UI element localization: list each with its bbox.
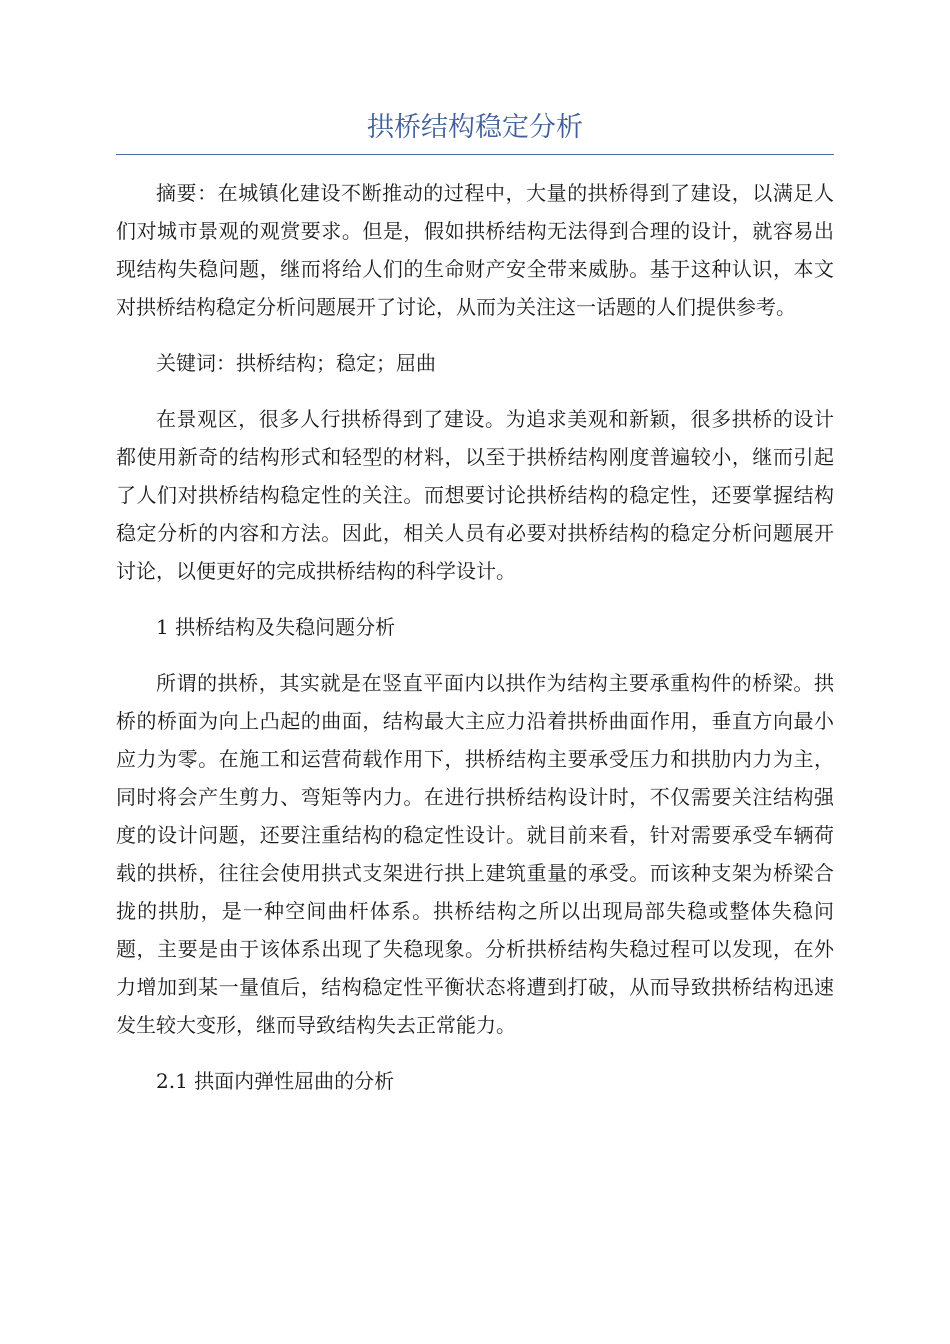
intro-paragraph: 在景观区，很多人行拱桥得到了建设。为追求美观和新颖，很多拱桥的设计都使用新奇的结构形式和轻型的材料，以至于拱桥结构刚度普遍较小，继而引起了人们对拱桥结构稳定性的关注。而想要讨论拱桥结构的稳定性，还要掌握结构稳定分析的内容和方法。因此，相关人员有必要对拱桥结构的稳定分析问题展开讨论，以便更好的完成拱桥结构的科学设计。 xyxy=(116,407,834,583)
keywords-paragraph: 关键词：拱桥结构；稳定；屈曲 xyxy=(156,351,436,375)
section-heading-1: 1 拱桥结构及失稳问题分析 xyxy=(156,615,396,639)
document-body xyxy=(116,174,834,1118)
abstract-paragraph: 摘要：在城镇化建设不断推动的过程中，大量的拱桥得到了建设，以满足人们对城市景观的观赏要求。但是，假如拱桥结构无法得到合理的设计，就容易出现结构失稳问题，继而将给人们的生命财产安全带来威胁。基于这种认识，本文对拱桥结构稳定分析问题展开了讨论，从而为关注这一话题的人们提供参考。 xyxy=(116,181,834,319)
section-1-paragraph: 所谓的拱桥，其实就是在竖直平面内以拱作为结构主要承重构件的桥梁。拱桥的桥面为向上凸起的曲面，结构最大主应力沿着拱桥曲面作用，垂直方向最小应力为零。在施工和运营荷载作用下，拱桥结构主要承受压力和拱肋内力为主，同时将会产生剪力、弯矩等内力。在进行拱桥结构设计时，不仅需要关注结构强度的设计问题，还要注重结构的稳定性设计。就目前来看，针对需要承受车辆荷载的拱桥，往往会使用拱式支架进行拱上建筑重量的承受。而该种支架为桥梁合拢的拱肋，是一种空间曲杆体系。拱桥结构之所以出现局部失稳或整体失稳问题，主要是由于该体系出现了失稳现象。分析拱桥结构失稳过程可以发现，在外力增加到某一量值后，结构稳定性平衡状态将遭到打破，从而导致拱桥结构迅速发生较大变形，继而导致结构失去正常能力。 xyxy=(116,671,834,1037)
document-title: 拱桥结构稳定分析 xyxy=(367,112,583,143)
title-underline xyxy=(116,154,834,155)
section-heading-2-1: 2.1 拱面内弹性屈曲的分析 xyxy=(156,1069,395,1093)
